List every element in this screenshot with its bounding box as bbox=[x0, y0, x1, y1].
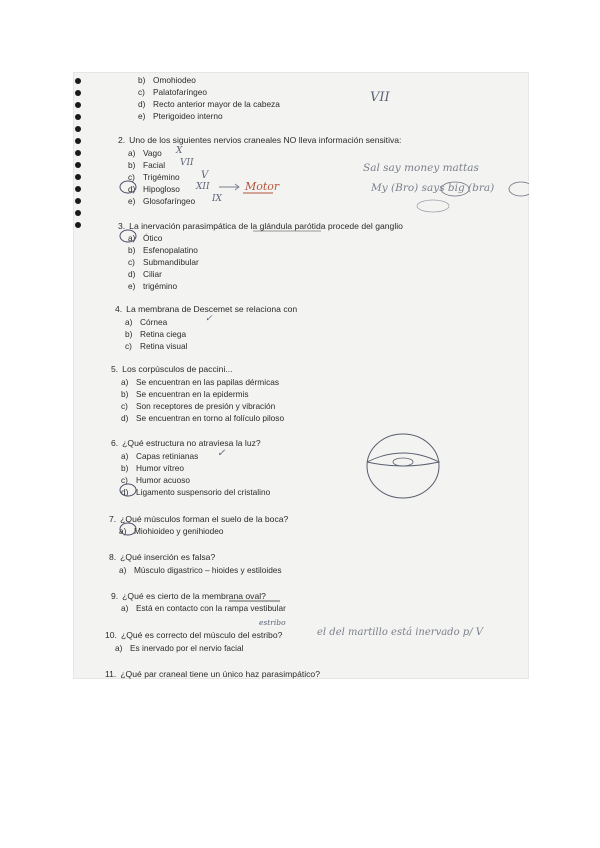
option-letter: d) bbox=[128, 184, 136, 194]
option-text: Retina visual bbox=[140, 341, 188, 351]
option-text: Músculo digastrico – hioides y estiloides bbox=[134, 565, 282, 575]
question-number: 6. bbox=[111, 438, 119, 448]
answer-option bbox=[121, 602, 286, 614]
option-text: Palatofaríngeo bbox=[153, 87, 207, 97]
option-letter: a) bbox=[128, 148, 136, 158]
option-text: Glosofaríngeo bbox=[143, 196, 196, 206]
question-line bbox=[118, 220, 403, 232]
option-letter: a) bbox=[119, 526, 127, 536]
answer-option bbox=[125, 328, 186, 340]
note-q2-gloso: IX bbox=[212, 194, 222, 204]
option-text: Vago bbox=[143, 148, 162, 158]
option-letter: b) bbox=[138, 75, 146, 85]
question-line bbox=[111, 590, 266, 602]
option-letter: a) bbox=[115, 643, 123, 653]
answer-option bbox=[119, 564, 282, 576]
option-letter: d) bbox=[121, 413, 129, 423]
question-number: 11. bbox=[105, 669, 117, 679]
option-text: Miohioideo y genihiodeo bbox=[134, 526, 224, 536]
question-number: 4. bbox=[115, 304, 123, 314]
answer-option bbox=[121, 376, 279, 388]
option-letter: d) bbox=[121, 487, 129, 497]
answer-option bbox=[125, 316, 167, 328]
answer-option bbox=[125, 340, 188, 352]
answer-option bbox=[128, 244, 198, 256]
note-q2-hipogloso: XII bbox=[196, 182, 210, 192]
option-text: Se encuentran en las papilas dérmicas bbox=[136, 377, 279, 387]
question-text: Uno de los siguientes nervios craneales NO lleva información sensitiva: bbox=[129, 135, 402, 145]
answer-option bbox=[121, 462, 184, 474]
option-text: Pterigoideo interno bbox=[153, 111, 223, 121]
option-letter: c) bbox=[121, 475, 128, 485]
option-letter: a) bbox=[125, 317, 133, 327]
answer-option bbox=[128, 268, 162, 280]
note-q4-mark: ✓ bbox=[205, 314, 213, 324]
question-line bbox=[118, 134, 401, 146]
question-number: 10. bbox=[105, 630, 117, 640]
answer-option bbox=[121, 486, 270, 498]
question-text: Los corpúsculos de paccini... bbox=[122, 364, 233, 374]
answer-option bbox=[121, 400, 275, 412]
option-letter: d) bbox=[128, 269, 136, 279]
option-letter: a) bbox=[121, 603, 129, 613]
option-letter: c) bbox=[138, 87, 145, 97]
q1-option bbox=[138, 110, 223, 122]
answer-option bbox=[128, 232, 162, 244]
question-line bbox=[109, 513, 288, 525]
question-number: 5. bbox=[111, 364, 119, 374]
note-q2-vago: X bbox=[176, 146, 183, 156]
option-letter: b) bbox=[121, 389, 129, 399]
answer-option bbox=[115, 642, 243, 654]
answer-option bbox=[121, 474, 190, 486]
question-number: 7. bbox=[109, 514, 117, 524]
question-line bbox=[105, 668, 320, 679]
question-text: ¿Qué estructura no atraviesa la luz? bbox=[122, 438, 261, 448]
option-letter: c) bbox=[128, 257, 135, 267]
answer-option bbox=[128, 183, 180, 195]
option-letter: a) bbox=[121, 451, 129, 461]
q1-option bbox=[138, 74, 196, 86]
question-line bbox=[111, 437, 261, 449]
question-number: 9. bbox=[111, 591, 119, 601]
option-letter: e) bbox=[128, 281, 136, 291]
option-letter: b) bbox=[128, 160, 136, 170]
option-text: Submandibular bbox=[143, 257, 199, 267]
note-side-line2: My (Bro) says big (bra) bbox=[371, 182, 495, 194]
note-q1-numeral: VII bbox=[370, 90, 390, 105]
option-letter: a) bbox=[119, 565, 127, 575]
question-text: ¿Qué es cierto de la membrana oval? bbox=[122, 591, 266, 601]
option-letter: b) bbox=[128, 245, 136, 255]
option-letter: c) bbox=[128, 172, 135, 182]
option-text: trigémino bbox=[143, 281, 178, 291]
answer-option bbox=[128, 280, 177, 292]
option-letter: a) bbox=[128, 233, 136, 243]
q1-option bbox=[138, 86, 207, 98]
question-text: ¿Qué par craneal tiene un único haz parasimpático? bbox=[120, 669, 320, 679]
option-letter: b) bbox=[121, 463, 129, 473]
question-text: La inervación parasimpática de la glándula parótida procede del ganglio bbox=[129, 221, 403, 231]
option-text: Es inervado por el nervio facial bbox=[130, 643, 244, 653]
note-q6-mark: ✓ bbox=[217, 448, 226, 459]
question-text: ¿Qué músculos forman el suelo de la boca? bbox=[120, 514, 289, 524]
option-text: Se encuentran en la epidermis bbox=[136, 389, 249, 399]
q1-option bbox=[138, 98, 280, 110]
option-text: Son receptores de presión y vibración bbox=[136, 401, 276, 411]
option-text: Hipogloso bbox=[143, 184, 180, 194]
question-text: La membrana de Descemet se relaciona con bbox=[126, 304, 298, 314]
question-number: 2. bbox=[118, 135, 126, 145]
option-text: Recto anterior mayor de la cabeza bbox=[153, 99, 280, 109]
option-text: Se encuentran en torno al folículo piloso bbox=[136, 413, 285, 423]
option-text: Trigémino bbox=[143, 172, 180, 182]
option-text: Capas retinianas bbox=[136, 451, 199, 461]
option-letter: b) bbox=[125, 329, 133, 339]
option-text: Retina ciega bbox=[140, 329, 187, 339]
note-q10-above: estribo bbox=[259, 618, 286, 627]
option-letter: d) bbox=[138, 99, 146, 109]
option-text: Facial bbox=[143, 160, 166, 170]
question-text: ¿Qué es correcto del músculo del estribo? bbox=[120, 630, 283, 640]
question-line bbox=[105, 629, 282, 641]
option-text: Córnea bbox=[140, 317, 168, 327]
option-text: Ciliar bbox=[143, 269, 162, 279]
option-text: Esfenopalatino bbox=[143, 245, 198, 255]
answer-option bbox=[128, 256, 199, 268]
answer-option bbox=[128, 195, 195, 207]
question-line bbox=[109, 551, 215, 563]
option-letter: c) bbox=[121, 401, 128, 411]
question-line bbox=[111, 363, 233, 375]
option-letter: e) bbox=[128, 196, 136, 206]
option-text: Humor vítreo bbox=[136, 463, 184, 473]
answer-option bbox=[121, 412, 284, 424]
answer-option bbox=[121, 388, 249, 400]
option-text: Está en contacto con la rampa vestibular bbox=[136, 603, 286, 613]
note-q2-motor: Motor bbox=[245, 180, 280, 193]
answer-option bbox=[128, 147, 162, 159]
note-q2-trigemino: V bbox=[201, 170, 209, 181]
option-letter: e) bbox=[138, 111, 146, 121]
note-side-line1: Sal say money mattas bbox=[363, 162, 479, 174]
answer-option bbox=[121, 450, 198, 462]
note-q2-facial: VII bbox=[180, 158, 194, 168]
option-letter: a) bbox=[121, 377, 129, 387]
note-q10-side: el del martillo está inervado p/ V bbox=[317, 627, 483, 638]
option-letter: c) bbox=[125, 341, 132, 351]
exam-sheet bbox=[73, 72, 529, 679]
option-text: Omohiodeo bbox=[153, 75, 196, 85]
question-text: ¿Qué inserción es falsa? bbox=[120, 552, 216, 562]
option-text: Ótico bbox=[143, 233, 163, 243]
answer-option bbox=[128, 159, 165, 171]
answer-option bbox=[119, 525, 224, 537]
option-text: Ligamento suspensorio del cristalino bbox=[136, 487, 271, 497]
question-number: 8. bbox=[109, 552, 117, 562]
question-number: 3. bbox=[118, 221, 126, 231]
answer-option bbox=[128, 171, 180, 183]
option-text: Humor acuoso bbox=[136, 475, 190, 485]
